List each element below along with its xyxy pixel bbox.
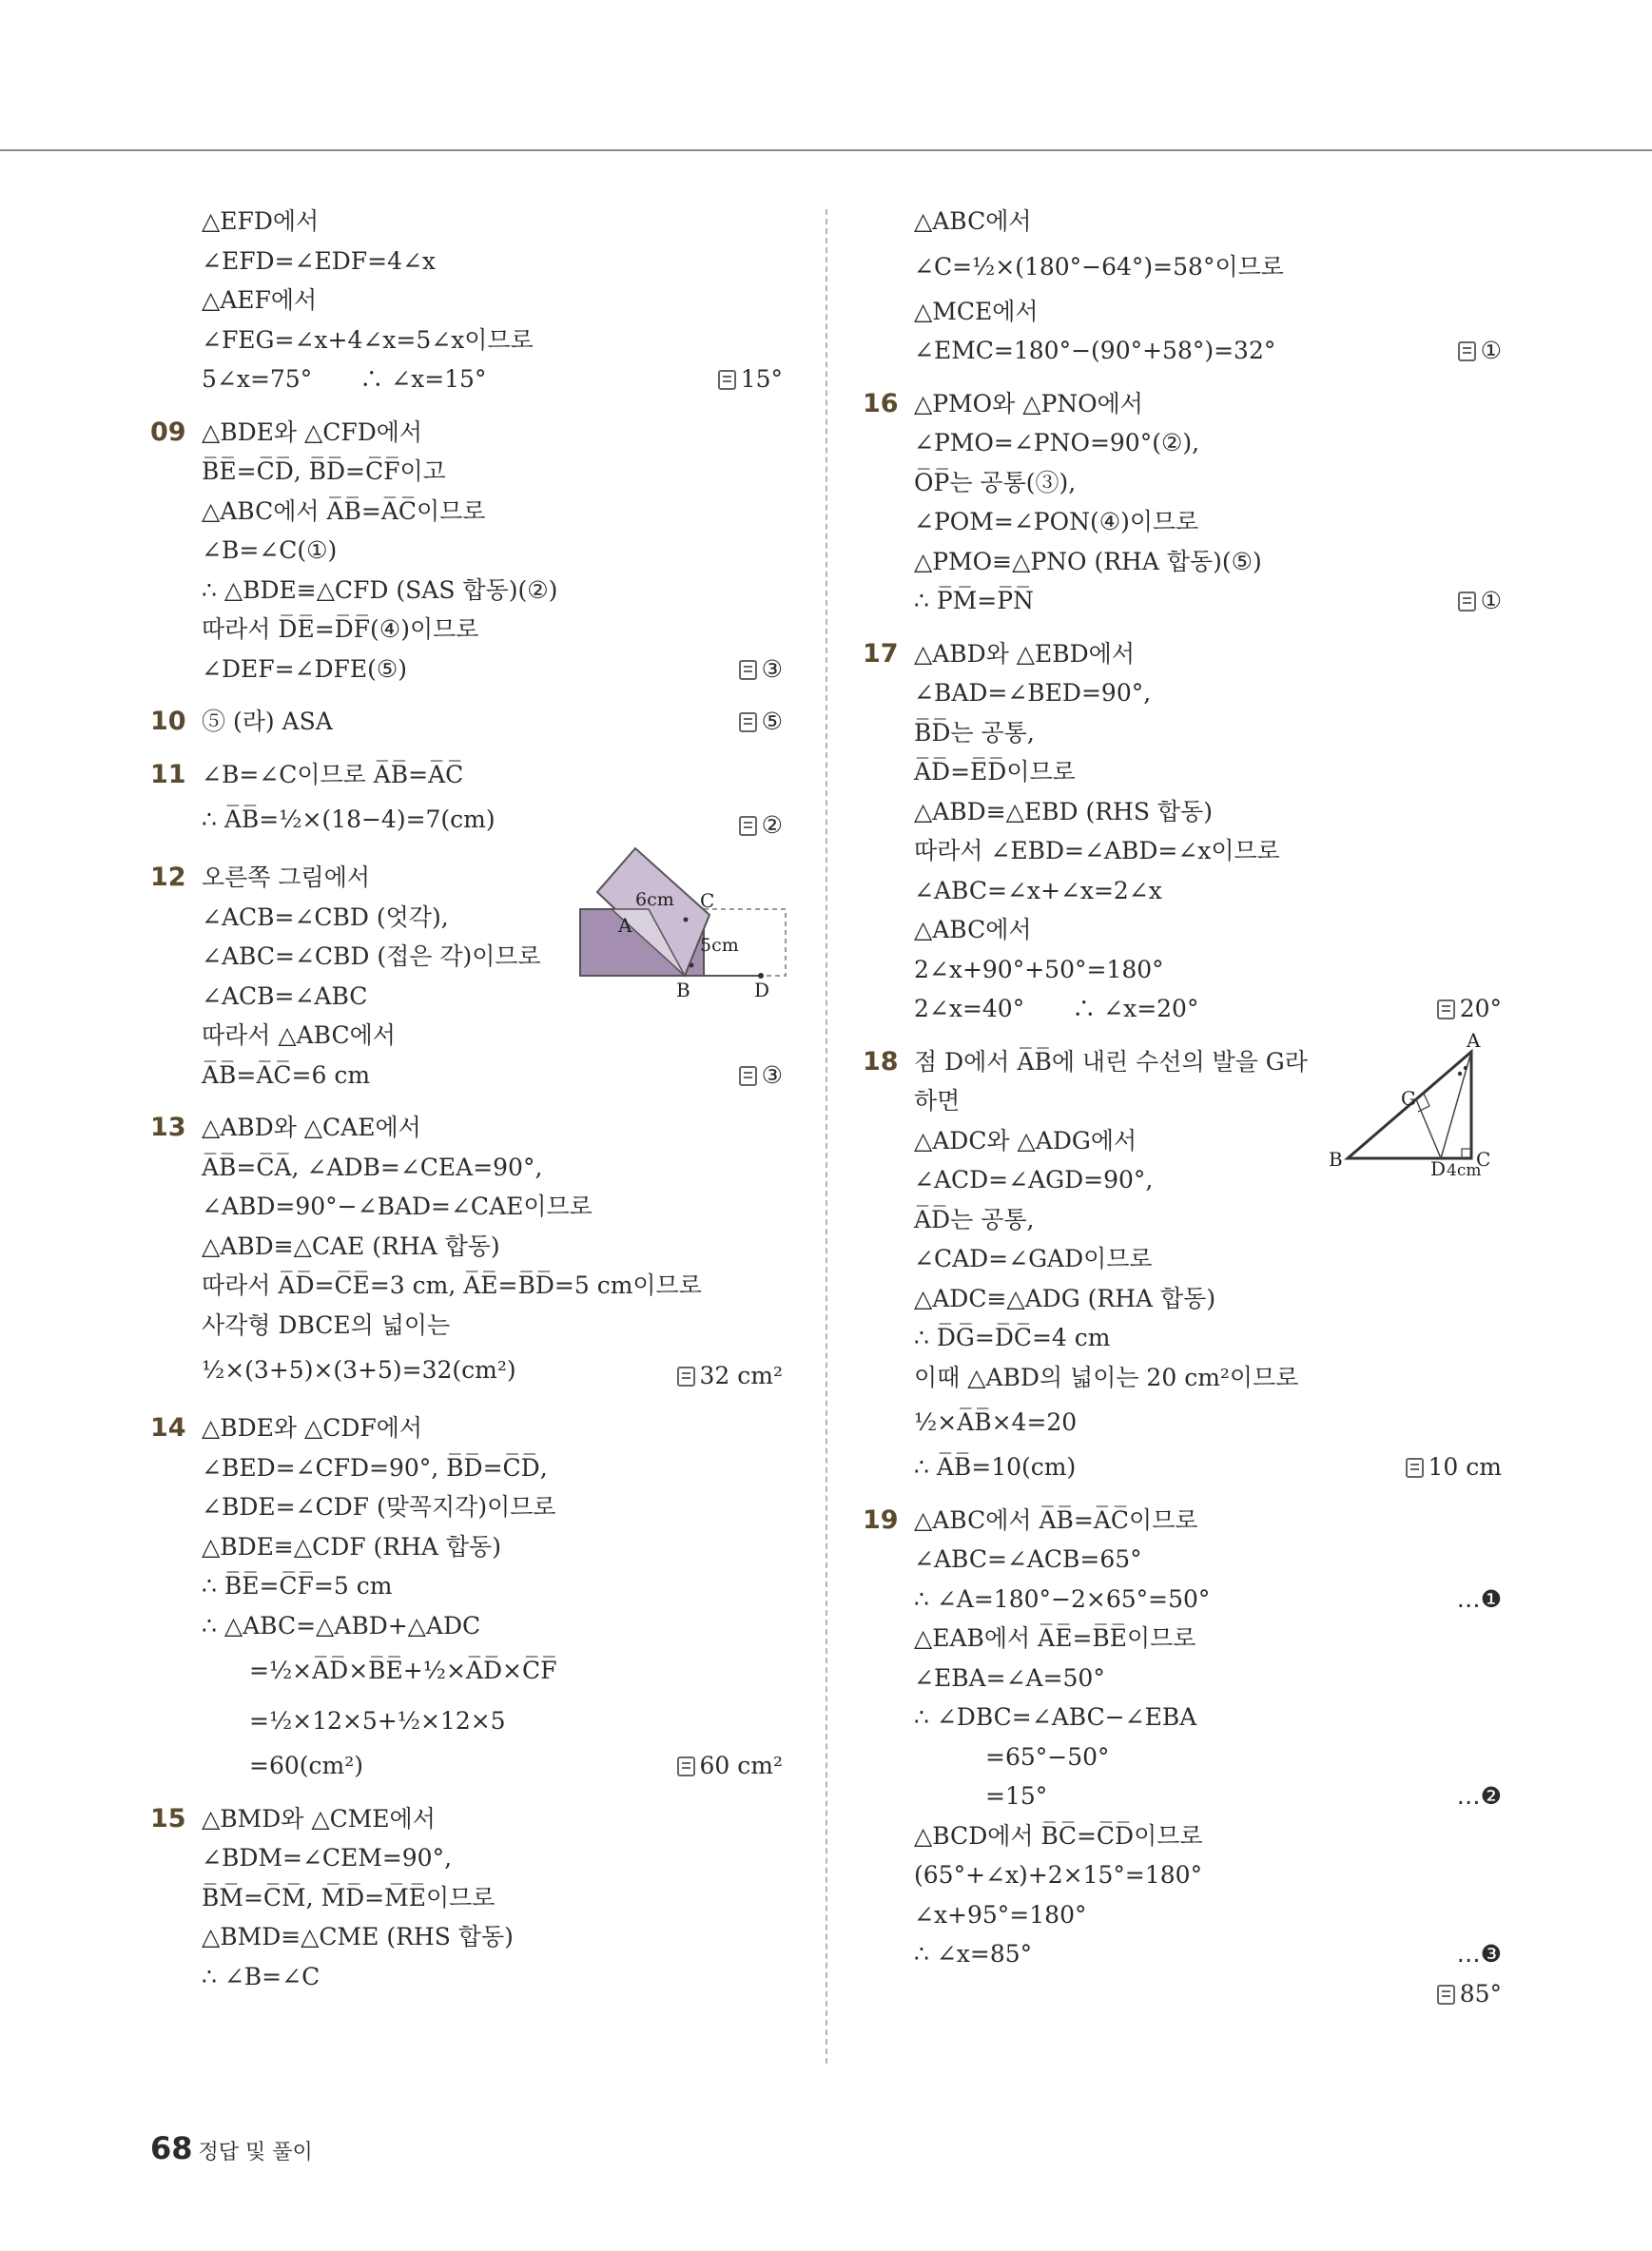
solution-line: 이때 △ABD의 넓이는 20 cm²이므로 <box>914 1363 1299 1391</box>
solution-line: 2∠x=40° ∴ ∠x=20° <box>914 995 1199 1022</box>
right-triangle-figure <box>1329 1028 1500 1180</box>
answer-icon <box>677 1756 695 1776</box>
solution-line <box>914 1580 1502 1620</box>
solution-line: 따라서 △ABC에서 <box>202 1021 396 1049</box>
solution-line: △ABD와 △CAE에서 <box>202 1114 421 1141</box>
solution-line: ∠PMO=∠PNO=90°(②), <box>914 429 1200 456</box>
answer-value: 20° <box>1459 995 1502 1022</box>
solution-line: △BDE≡△CDF (RHA 합동) <box>202 1532 501 1561</box>
solution-line: ∴ △BDE≡△CFD (SAS 합동)(②) <box>202 575 558 604</box>
solution-line: ∠ACD=∠AGD=90°, <box>914 1166 1154 1193</box>
solution-line: ∠ABC=∠CBD (접은 각)이므로 <box>202 942 541 970</box>
answer-icon <box>739 660 757 680</box>
solution-line: ⑤ (라) ASA <box>202 708 333 735</box>
label-c: C <box>1476 1147 1491 1171</box>
answer-icon <box>739 712 757 732</box>
answer-badge <box>677 1746 784 1786</box>
solution-line: ∠B=∠C(①) <box>202 536 338 564</box>
solution-line: △PMO와 △PNO에서 <box>914 389 1143 417</box>
solution-line: ∠CAD=∠GAD이므로 <box>914 1245 1153 1272</box>
answer-badge <box>1437 989 1502 1029</box>
answer-value: ③ <box>761 654 783 683</box>
page-section-title: 정답 및 풀이 <box>198 2141 313 2164</box>
solution-line: 따라서 ∠EBD=∠ABD=∠x이므로 <box>914 837 1280 864</box>
problem-number: 17 <box>863 638 899 669</box>
left-column <box>150 202 783 2009</box>
problem-10 <box>150 702 783 742</box>
problem-number: 12 <box>150 863 186 892</box>
solution-line: △BDE와 △CDF에서 <box>202 1414 423 1442</box>
problem-17 <box>863 634 1502 1029</box>
solution-line: ∠BED=∠CFD=90°, B̅D̅=C̅D̅, <box>202 1453 548 1482</box>
problem-number: 10 <box>150 707 186 736</box>
solution-line: ∴ A̅B̅=10(cm) <box>914 1453 1077 1481</box>
answer-line <box>914 1974 1502 2014</box>
label-b: B <box>676 979 690 1001</box>
page-number: 68 <box>150 2130 193 2166</box>
solution-line: B̅D̅는 공통, <box>914 718 1035 747</box>
answer-badge <box>1437 1974 1502 2014</box>
solution-line: ∠C=½×(180°−64°)=58°이므로 <box>914 252 1284 281</box>
label-a: A <box>1467 1028 1481 1052</box>
problem-13 <box>150 1108 783 1395</box>
angle-mark-b <box>690 963 694 968</box>
problem-15-continued <box>863 202 1502 371</box>
solution-line: 오른쪽 그림에서 <box>202 864 370 891</box>
solution-line: =½×12×5+½×12×5 <box>202 1707 506 1735</box>
right-column <box>863 202 1502 2027</box>
solution-line: △ABC에서 <box>914 916 1032 943</box>
header-rule <box>0 149 1652 151</box>
answer-value: ③ <box>761 1060 783 1089</box>
problem-08-continued <box>150 202 783 399</box>
solution-line: A̅B̅=C̅A̅, ∠ADB=∠CEA=90°, <box>202 1153 543 1181</box>
answer-badge <box>1406 1447 1502 1487</box>
answer-badge <box>1458 581 1502 621</box>
answer-icon <box>1406 1458 1424 1478</box>
solution-line: 따라서 A̅D̅=C̅E̅=3 cm, A̅E̅=B̅D̅=5 cm이므로 <box>202 1271 702 1299</box>
problem-11 <box>150 755 783 845</box>
answer-icon <box>1458 341 1476 361</box>
solution-text: ∴ ∠A=180°−2×65°=50° <box>914 1584 1211 1613</box>
solution-line: A̅D̅=E̅D̅이므로 <box>914 758 1076 786</box>
solution-line: ∴ A̅B̅=½×(18−4)=7(cm) <box>202 805 496 833</box>
solution-line: 5∠x=75° ∴ ∠x=15° <box>202 365 487 393</box>
solution-line: ∴ ∠DBC=∠ABC−∠EBA <box>914 1703 1197 1731</box>
solution-line: ∠ACB=∠CBD (엇각), <box>202 902 449 931</box>
solution-line: △ABD와 △EBD에서 <box>914 639 1135 668</box>
problem-number: 18 <box>863 1046 899 1077</box>
angle-mark-a1 <box>1464 1065 1467 1069</box>
solution-text: ∴ ∠x=85° <box>914 1940 1033 1968</box>
solution-line: △ABC에서 A̅B̅=A̅C̅이므로 <box>914 1505 1198 1534</box>
solution-line: A̅D̅는 공통, <box>914 1205 1035 1233</box>
label-c: C <box>700 889 715 912</box>
solution-line: △ABC에서 A̅B̅=A̅C̅이므로 <box>202 496 486 525</box>
answer-icon <box>739 816 757 836</box>
solution-line: ∠BDE=∠CDF (맞꼭지각)이므로 <box>202 1493 556 1521</box>
solution-line <box>914 1934 1502 1974</box>
answer-badge <box>718 359 783 399</box>
solution-line: ∠B=∠C이므로 A̅B̅=A̅C̅ <box>202 760 464 788</box>
answer-icon <box>1437 1985 1455 2005</box>
solution-line: 사각형 DBCE의 넓이는 <box>202 1310 451 1339</box>
label-6cm: 6cm <box>635 889 674 910</box>
problem-number: 14 <box>150 1413 186 1443</box>
solution-line: △BCD에서 B̅C̅=C̅D̅이므로 <box>914 1821 1203 1850</box>
answer-badge <box>739 805 783 845</box>
problem-number: 16 <box>863 388 899 418</box>
solution-line: △BDE와 △CFD에서 <box>202 417 423 446</box>
solution-line: ∠EFD=∠EDF=4∠x <box>202 246 437 275</box>
solution-line: 따라서 D̅E̅=D̅F̅(④)이므로 <box>202 615 479 643</box>
problem-19 <box>863 1501 1502 2014</box>
answer-badge <box>1458 331 1502 371</box>
solution-line: ∠ABC=∠ACB=65° <box>914 1545 1142 1573</box>
solution-line: △AEF에서 <box>202 286 318 314</box>
label-d: D <box>1430 1156 1447 1180</box>
label-4cm: 4cm <box>1447 1160 1482 1180</box>
solution-line: 하면 <box>914 1087 961 1115</box>
problem-09 <box>150 413 783 689</box>
answer-icon <box>677 1367 695 1387</box>
problem-number: 15 <box>150 1803 186 1834</box>
solution-line: 점 D에서 A̅B̅에 내린 수선의 발을 G라 <box>914 1047 1308 1076</box>
solution-line: △EAB에서 A̅E̅=B̅E̅이므로 <box>914 1624 1196 1652</box>
label-5cm: 5cm <box>700 935 739 956</box>
solution-line: △PMO≡△PNO (RHA 합동)(⑤) <box>914 547 1262 575</box>
solution-line: ½×(3+5)×(3+5)=32(cm²) <box>202 1356 516 1384</box>
solution-line: ∠ABD=90°−∠BAD=∠CAE이므로 <box>202 1193 593 1220</box>
answer-value: ⑤ <box>761 708 783 735</box>
page-footer <box>150 2130 313 2166</box>
solution-line: △ADC와 △ADG에서 <box>914 1126 1137 1155</box>
solution-line: ∴ P̅M̅=P̅N̅ <box>914 587 1034 614</box>
solution-line: ∠DEF=∠DFE(⑤) <box>202 654 408 683</box>
solution-line: ∠ACB=∠ABC <box>202 981 368 1010</box>
solution-line: 2∠x+90°+50°=180° <box>914 955 1164 983</box>
solution-line: ∴ B̅E̅=C̅F̅=5 cm <box>202 1572 393 1600</box>
angle-mark-a2 <box>1458 1071 1462 1075</box>
answer-icon <box>1437 999 1455 1019</box>
problem-number: 19 <box>863 1504 899 1535</box>
label-d: D <box>754 979 770 1001</box>
solution-line: ∴ D̅G̅=D̅C̅=4 cm <box>914 1324 1111 1351</box>
solution-line: △ADC≡△ADG (RHA 합동) <box>914 1284 1216 1312</box>
problem-number: 13 <box>150 1113 186 1142</box>
problem-16 <box>863 384 1502 621</box>
solution-line: △MCE에서 <box>914 297 1039 325</box>
answer-badge <box>739 702 783 742</box>
problem-number: 09 <box>150 417 186 447</box>
solution-line: A̅B̅=A̅C̅=6 cm <box>202 1060 371 1089</box>
solution-line: ∴ ∠B=∠C <box>202 1962 321 1990</box>
solution-line: =65°−50° <box>914 1742 1110 1771</box>
solution-line: (65°+∠x)+2×15°=180° <box>914 1861 1203 1889</box>
answer-icon <box>739 1066 757 1086</box>
answer-icon <box>1458 592 1476 611</box>
solution-line: =½×A̅D̅×B̅E̅+½×A̅D̅×C̅F̅ <box>202 1657 557 1684</box>
solution-line: ∠FEG=∠x+4∠x=5∠x이므로 <box>202 325 534 354</box>
solution-line: ∠BDM=∠CEM=90°, <box>202 1844 453 1872</box>
answer-value: ② <box>761 810 783 839</box>
folded-paper-figure <box>569 844 797 1001</box>
problem-number: 11 <box>150 759 186 789</box>
solution-line: ∠x+95°=180° <box>914 1900 1087 1929</box>
solution-line: ½×A̅B̅×4=20 <box>914 1408 1078 1436</box>
answer-badge <box>739 1056 783 1096</box>
problem-14 <box>150 1408 783 1786</box>
solution-line: ∠EBA=∠A=50° <box>914 1663 1105 1692</box>
solution-line: △ABD≡△EBD (RHS 합동) <box>914 797 1213 825</box>
solution-line: ∠EMC=180°−(90°+58°)=32° <box>914 337 1276 364</box>
answer-value: 10 cm <box>1428 1453 1502 1481</box>
solution-line: △ABC에서 <box>914 207 1032 235</box>
solution-line <box>914 1776 1502 1816</box>
step-marker-3: …❸ <box>1456 1940 1502 1968</box>
solution-line: B̅M̅=C̅M̅, M̅D̅=M̅E̅이므로 <box>202 1883 496 1911</box>
solution-line: ∴ △ABC=△ABD+△ADC <box>202 1611 481 1640</box>
solution-line: △BMD와 △CME에서 <box>202 1804 436 1833</box>
angle-mark-c <box>684 918 689 922</box>
answer-value: 60 cm² <box>699 1752 783 1779</box>
answer-value: ① <box>1480 587 1502 614</box>
label-b: B <box>1329 1147 1343 1171</box>
solution-line: B̅E̅=C̅D̅, B̅D̅=C̅F̅이고 <box>202 457 446 485</box>
solution-line: ∠BAD=∠BED=90°, <box>914 679 1152 707</box>
answer-value: ① <box>1480 337 1502 364</box>
problem-12 <box>150 858 783 1095</box>
answer-badge <box>677 1356 784 1396</box>
solution-line: △ABD≡△CAE (RHA 합동) <box>202 1232 500 1260</box>
step-marker-1: …❶ <box>1456 1584 1502 1613</box>
column-divider <box>826 209 827 2064</box>
answer-icon <box>718 370 736 390</box>
solution-line: ∠ABC=∠x+∠x=2∠x <box>914 876 1162 904</box>
solution-line: △EFD에서 <box>202 207 320 235</box>
answer-value: 85° <box>1459 1979 1502 2008</box>
problem-15 <box>150 1799 783 1997</box>
answer-value: 32 cm² <box>699 1361 783 1389</box>
solution-line: ∠POM=∠PON(④)이므로 <box>914 508 1199 535</box>
answer-badge <box>739 650 783 689</box>
step-marker-2: …❷ <box>1456 1782 1502 1810</box>
solution-line: △BMD≡△CME (RHS 합동) <box>202 1923 514 1950</box>
problem-18 <box>863 1028 1502 1487</box>
solution-line: =60(cm²) <box>202 1752 363 1779</box>
label-a: A <box>618 914 632 937</box>
answer-value: 15° <box>740 365 783 393</box>
solution-text: =15° <box>914 1782 1048 1810</box>
solution-line: O̅P̅는 공통(③), <box>914 468 1077 496</box>
label-g: G <box>1401 1086 1416 1110</box>
